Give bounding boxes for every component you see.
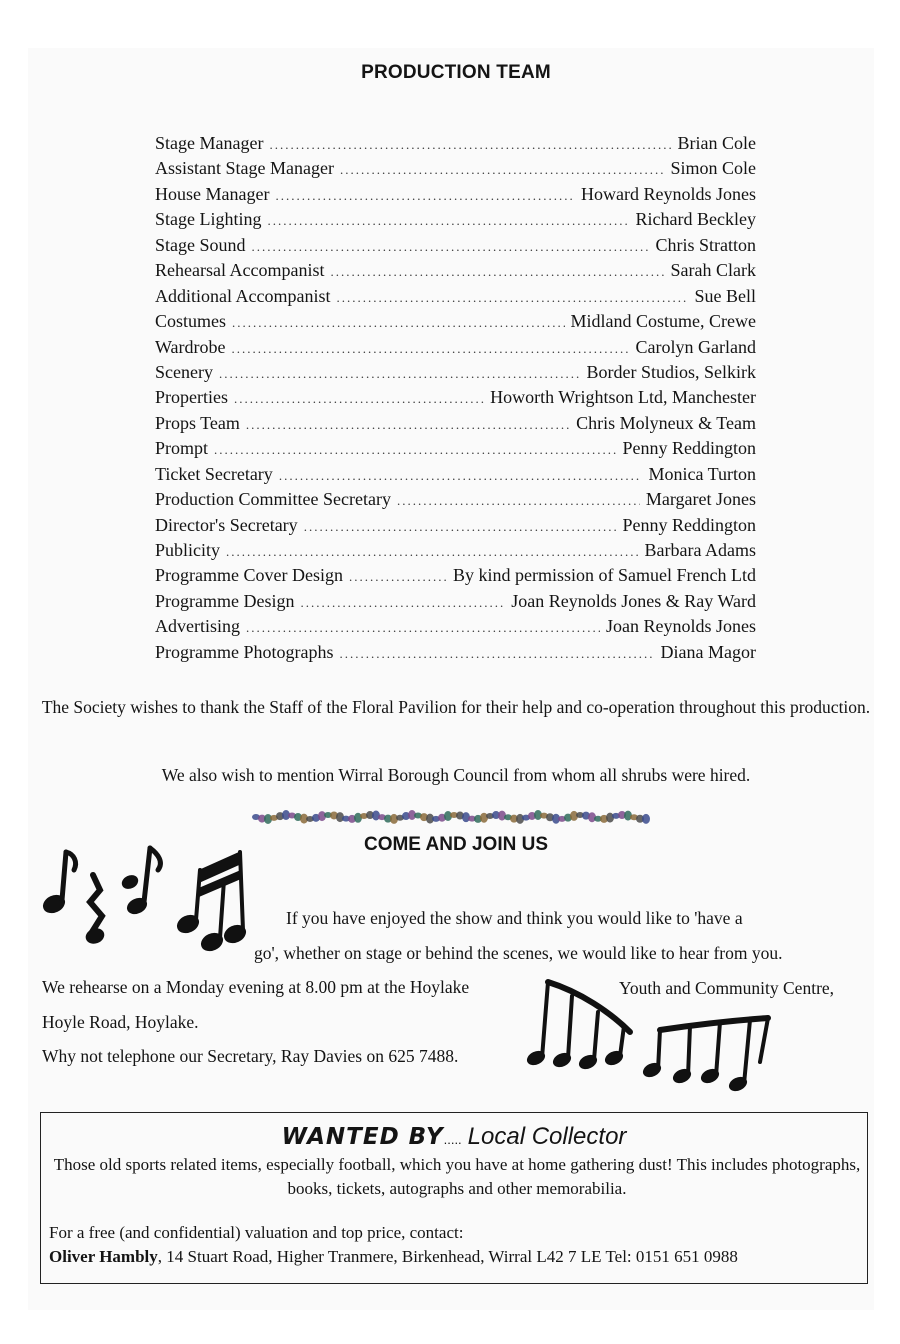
rehearse-text: We rehearse on a Monday evening at 8.00 pm at the Hoylake	[42, 977, 470, 997]
credit-role: Stage Sound	[155, 234, 246, 255]
leader-dots	[252, 234, 650, 259]
leader-dots	[304, 514, 617, 539]
credit-row	[155, 411, 756, 436]
credit-role: Production Committee Secretary	[155, 489, 391, 510]
credit-row	[155, 207, 756, 232]
credit-row	[155, 233, 756, 258]
credit-role: Properties	[155, 387, 228, 408]
wanted-dots: .....	[443, 1132, 462, 1147]
contact-address: , 14 Stuart Road, Higher Tranmere, Birkenhead, Wirral L42 7 LE Tel: 0151 651 0988	[157, 1247, 738, 1266]
credit-role: Advertising	[155, 616, 240, 637]
credit-row	[155, 156, 756, 181]
credit-row	[155, 258, 756, 283]
credit-role: Stage Manager	[155, 133, 264, 153]
credit-role: Ticket Secretary	[155, 463, 273, 484]
credit-name: Border Studios, Selkirk	[586, 361, 756, 382]
leader-dots	[279, 463, 643, 488]
credit-row	[155, 538, 756, 563]
credit-role: Stage Lighting	[155, 209, 262, 230]
credit-role: Programme Photographs	[155, 641, 334, 662]
leader-dots	[330, 259, 664, 284]
credit-role: Publicity	[155, 540, 221, 560]
contact-line	[49, 1245, 738, 1269]
credit-row	[155, 563, 756, 588]
join-line-1: If you have enjoyed the show and think you would like to 'have a	[286, 908, 743, 928]
credit-name: Joan Reynolds Jones	[606, 616, 756, 637]
credit-name: Brian Cole	[677, 133, 756, 153]
contact-lead: For a free (and confidential) valuation and top price, contact:	[49, 1223, 464, 1242]
credit-row	[155, 436, 756, 461]
leader-dots	[232, 336, 630, 361]
leader-dots	[339, 641, 654, 666]
credit-role: Director's Secretary	[155, 514, 298, 535]
credit-row	[155, 614, 756, 639]
leader-dots	[232, 310, 565, 335]
credit-row	[155, 131, 756, 156]
credit-role: Wardrobe	[155, 336, 226, 357]
join-us-title: COME AND JOIN US	[363, 834, 549, 855]
credit-row	[155, 284, 756, 309]
credit-row	[155, 385, 756, 410]
credit-name: Carolyn Garland	[635, 336, 756, 357]
credits-list	[155, 131, 756, 665]
credit-role: Rehearsal Accompanist	[155, 260, 325, 281]
credit-row	[155, 182, 756, 207]
credit-row	[155, 360, 756, 385]
leader-dots	[214, 437, 616, 462]
credit-name: Chris Molyneux & Team	[576, 412, 756, 433]
music-notes-icon	[520, 972, 780, 1100]
credit-name: Monica Turton	[648, 463, 756, 484]
leader-dots	[275, 183, 575, 208]
credit-role: Additional Accompanist	[155, 285, 331, 306]
credit-role: Assistant Stage Manager	[155, 158, 334, 179]
leader-dots	[349, 564, 447, 589]
credit-name: Simon Cole	[670, 158, 756, 179]
credit-row	[155, 309, 756, 334]
wanted-heading	[41, 1121, 867, 1156]
credit-name: Joan Reynolds Jones & Ray Ward	[511, 590, 756, 611]
credit-name: Richard Beckley	[635, 209, 756, 230]
credit-row	[155, 487, 756, 512]
leader-dots	[226, 539, 639, 564]
telephone-text: Why not telephone our Secretary, Ray Davies on 625 7488.	[42, 1046, 459, 1066]
leader-dots	[246, 412, 570, 437]
credit-name: Sarah Clark	[670, 260, 756, 281]
rehearse-venue: Youth and Community Centre,	[619, 978, 835, 998]
leader-dots	[336, 285, 688, 310]
production-team-title: PRODUCTION TEAM	[361, 62, 551, 83]
contact-name: Oliver Hambly	[49, 1247, 158, 1266]
credit-row	[155, 513, 756, 538]
leader-dots	[397, 488, 640, 513]
credit-role: Programme Design	[155, 590, 295, 611]
credit-name: Barbara Adams	[644, 540, 756, 560]
credit-name: Penny Reddington	[622, 438, 756, 459]
credit-name: Diana Magor	[660, 641, 756, 662]
leader-dots	[246, 615, 600, 640]
credit-name: Penny Reddington	[622, 514, 756, 535]
music-notes-icon	[40, 840, 255, 970]
credit-role: Prompt	[155, 438, 209, 459]
credit-row	[155, 589, 756, 614]
credit-row	[155, 335, 756, 360]
wirral-council-thanks: We also wish to mention Wirral Borough Council from whom all shrubs were hired.	[161, 765, 751, 785]
leader-dots	[300, 590, 505, 615]
leader-dots	[269, 132, 671, 157]
wanted-body-text: Those old sports related items, especially football, which you have at home gathering dust! This includes photographs, books, tickets, autographs and other memorabilia.	[53, 1155, 861, 1198]
credit-name: Margaret Jones	[645, 489, 756, 510]
credit-name: Sue Bell	[694, 285, 756, 306]
credit-name: By kind permission of Samuel French Ltd	[453, 565, 756, 586]
credit-name: Midland Costume, Crewe	[570, 311, 756, 332]
credit-role: House Manager	[155, 183, 270, 204]
leader-dots	[234, 386, 484, 411]
credit-name: Chris Stratton	[655, 234, 756, 255]
wanted-by-label: WANTED BY	[281, 1124, 444, 1150]
credit-name: Howard Reynolds Jones	[581, 183, 756, 204]
credit-name: Howorth Wrightson Ltd, Manchester	[490, 387, 756, 408]
leader-dots	[340, 157, 665, 182]
floral-pavilion-thanks: The Society wishes to thank the Staff of the Floral Pavilion for their help and co-operation throughout this production.	[41, 697, 871, 717]
credit-role: Props Team	[155, 412, 240, 433]
venue-address: Hoyle Road, Hoylake.	[42, 1012, 199, 1032]
credit-role: Costumes	[155, 311, 227, 332]
credit-row	[155, 462, 756, 487]
wanted-advert	[40, 1112, 868, 1284]
leader-dots	[219, 361, 581, 386]
ornamental-divider	[252, 806, 652, 828]
credit-row	[155, 640, 756, 665]
credit-role: Scenery	[155, 361, 213, 382]
leader-dots	[268, 208, 630, 233]
credit-role: Programme Cover Design	[155, 565, 343, 586]
local-collector-label: Local Collector	[467, 1123, 627, 1150]
join-line-2: go', whether on stage or behind the scenes, we would like to hear from you.	[254, 943, 783, 963]
